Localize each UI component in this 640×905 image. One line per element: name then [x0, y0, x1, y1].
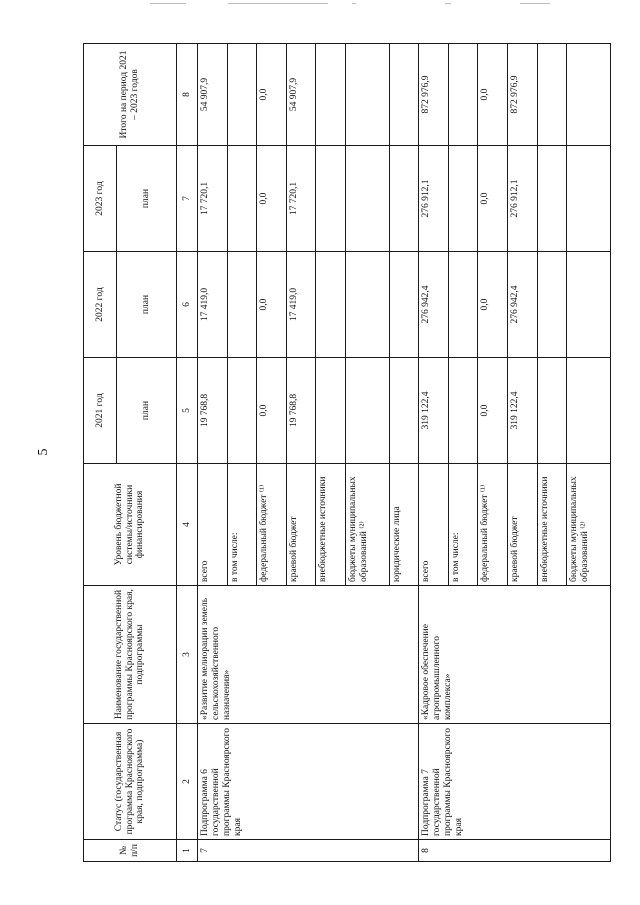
- value-2021: 19 768,8: [286, 358, 316, 464]
- funding-level: юридические лица: [389, 464, 419, 586]
- value-2022: [537, 252, 567, 358]
- page-number: 5: [36, 448, 51, 456]
- row-number: 8: [419, 840, 611, 862]
- funding-level: бюджеты муниципальных образований ⁽²⁾: [567, 464, 611, 586]
- row-number: 7: [198, 840, 419, 862]
- value-2021: [567, 358, 611, 464]
- column-number: 7: [177, 146, 198, 252]
- value-total: [537, 44, 567, 146]
- funding-level: краевой бюджет: [286, 464, 316, 586]
- program-status: Подпрограмма 6 государственной программы Красноярского края: [198, 724, 419, 840]
- scan-artifact-line: [352, 3, 356, 4]
- value-total: [227, 44, 257, 146]
- funding-level: федеральный бюджет ⁽¹⁾: [478, 464, 508, 586]
- value-total: [316, 44, 346, 146]
- value-2021: 19 768,8: [198, 358, 228, 464]
- value-2022: [316, 252, 346, 358]
- value-2023: [448, 146, 478, 252]
- value-2023: [389, 146, 419, 252]
- header-funding-level: Уровень бюджетной системы/источники финансирования: [84, 464, 177, 586]
- value-2023: [227, 146, 257, 252]
- scan-artifact-line: [520, 3, 550, 4]
- value-2022: 276 942,4: [419, 252, 449, 358]
- column-number: 4: [177, 464, 198, 586]
- value-2023: [537, 146, 567, 252]
- value-2022: 17 419,0: [286, 252, 316, 358]
- value-2023: 276 912,1: [508, 146, 538, 252]
- value-total: 54 907,9: [286, 44, 316, 146]
- funding-level: внебюджетные источники: [537, 464, 567, 586]
- value-2021: 0,0: [257, 358, 287, 464]
- column-number: 2: [177, 724, 198, 840]
- value-2023: [345, 146, 389, 252]
- value-total: [345, 44, 389, 146]
- program-name: «Развитие мелиорации земель сельскохозяйственного назначения»: [198, 586, 419, 724]
- header-num: № п/п: [84, 840, 177, 862]
- rotated-table-wrapper: [83, 44, 611, 862]
- funding-level: в том числе:: [448, 464, 478, 586]
- value-2022: [567, 252, 611, 358]
- table-row: [198, 44, 228, 862]
- funding-level: внебюджетные источники: [316, 464, 346, 586]
- value-2023: 0,0: [478, 146, 508, 252]
- header-total: Итого на период 2021 – 2023 годов: [84, 44, 177, 146]
- value-2021: [537, 358, 567, 464]
- value-2022: 0,0: [257, 252, 287, 358]
- funding-level: всего: [198, 464, 228, 586]
- value-2023: 17 720,1: [286, 146, 316, 252]
- value-2022: 0,0: [478, 252, 508, 358]
- value-2021: [345, 358, 389, 464]
- value-total: [448, 44, 478, 146]
- header-year-2022: 2022 год: [84, 252, 117, 358]
- value-2022: [448, 252, 478, 358]
- value-2021: 319 122,4: [419, 358, 449, 464]
- program-status: Подпрограмма 7 государственной программы Красноярского края: [419, 724, 611, 840]
- value-total: 872 976,9: [508, 44, 538, 146]
- value-total: 872 976,9: [419, 44, 449, 146]
- header-plan-2022: план: [117, 252, 177, 358]
- value-2022: 17 419,0: [198, 252, 228, 358]
- header-plan-2023: план: [117, 146, 177, 252]
- value-total: [567, 44, 611, 146]
- value-2021: [227, 358, 257, 464]
- scan-artifact-line: [228, 3, 328, 4]
- scan-artifact-line: [445, 3, 451, 4]
- table-row: [419, 44, 449, 862]
- column-number: 3: [177, 586, 198, 724]
- funding-level: всего: [419, 464, 449, 586]
- value-total: 0,0: [257, 44, 287, 146]
- header-plan-2021: план: [117, 358, 177, 464]
- scan-artifact-line: [150, 3, 186, 4]
- value-2022: [345, 252, 389, 358]
- value-total: 54 907,9: [198, 44, 228, 146]
- header-program-name: Наименование государственной программы Красноярского края, подпрограммы: [84, 586, 177, 724]
- column-number: 8: [177, 44, 198, 146]
- value-total: 0,0: [478, 44, 508, 146]
- value-2021: [448, 358, 478, 464]
- value-2021: [389, 358, 419, 464]
- column-number: 6: [177, 252, 198, 358]
- value-2023: 17 720,1: [198, 146, 228, 252]
- value-2022: [227, 252, 257, 358]
- value-total: [389, 44, 419, 146]
- value-2021: 0,0: [478, 358, 508, 464]
- program-name: «Кадровое обеспечение агропромышленного комплекса»: [419, 586, 611, 724]
- value-2022: [389, 252, 419, 358]
- budget-table: [83, 43, 611, 862]
- funding-level: федеральный бюджет ⁽¹⁾: [257, 464, 287, 586]
- value-2023: [567, 146, 611, 252]
- funding-level: в том числе:: [227, 464, 257, 586]
- value-2023: [316, 146, 346, 252]
- column-number: 5: [177, 358, 198, 464]
- column-number: 1: [177, 840, 198, 862]
- header-year-2021: 2021 год: [84, 358, 117, 464]
- header-status: Статус (государственная программа Красноярского края, подпрограмма): [84, 724, 177, 840]
- value-2021: [316, 358, 346, 464]
- value-2021: 319 122,4: [508, 358, 538, 464]
- funding-level: краевой бюджет: [508, 464, 538, 586]
- funding-level: бюджеты муниципальных образований ⁽²⁾: [345, 464, 389, 586]
- header-year-2023: 2023 год: [84, 146, 117, 252]
- value-2023: 0,0: [257, 146, 287, 252]
- value-2022: 276 942,4: [508, 252, 538, 358]
- value-2023: 276 912,1: [419, 146, 449, 252]
